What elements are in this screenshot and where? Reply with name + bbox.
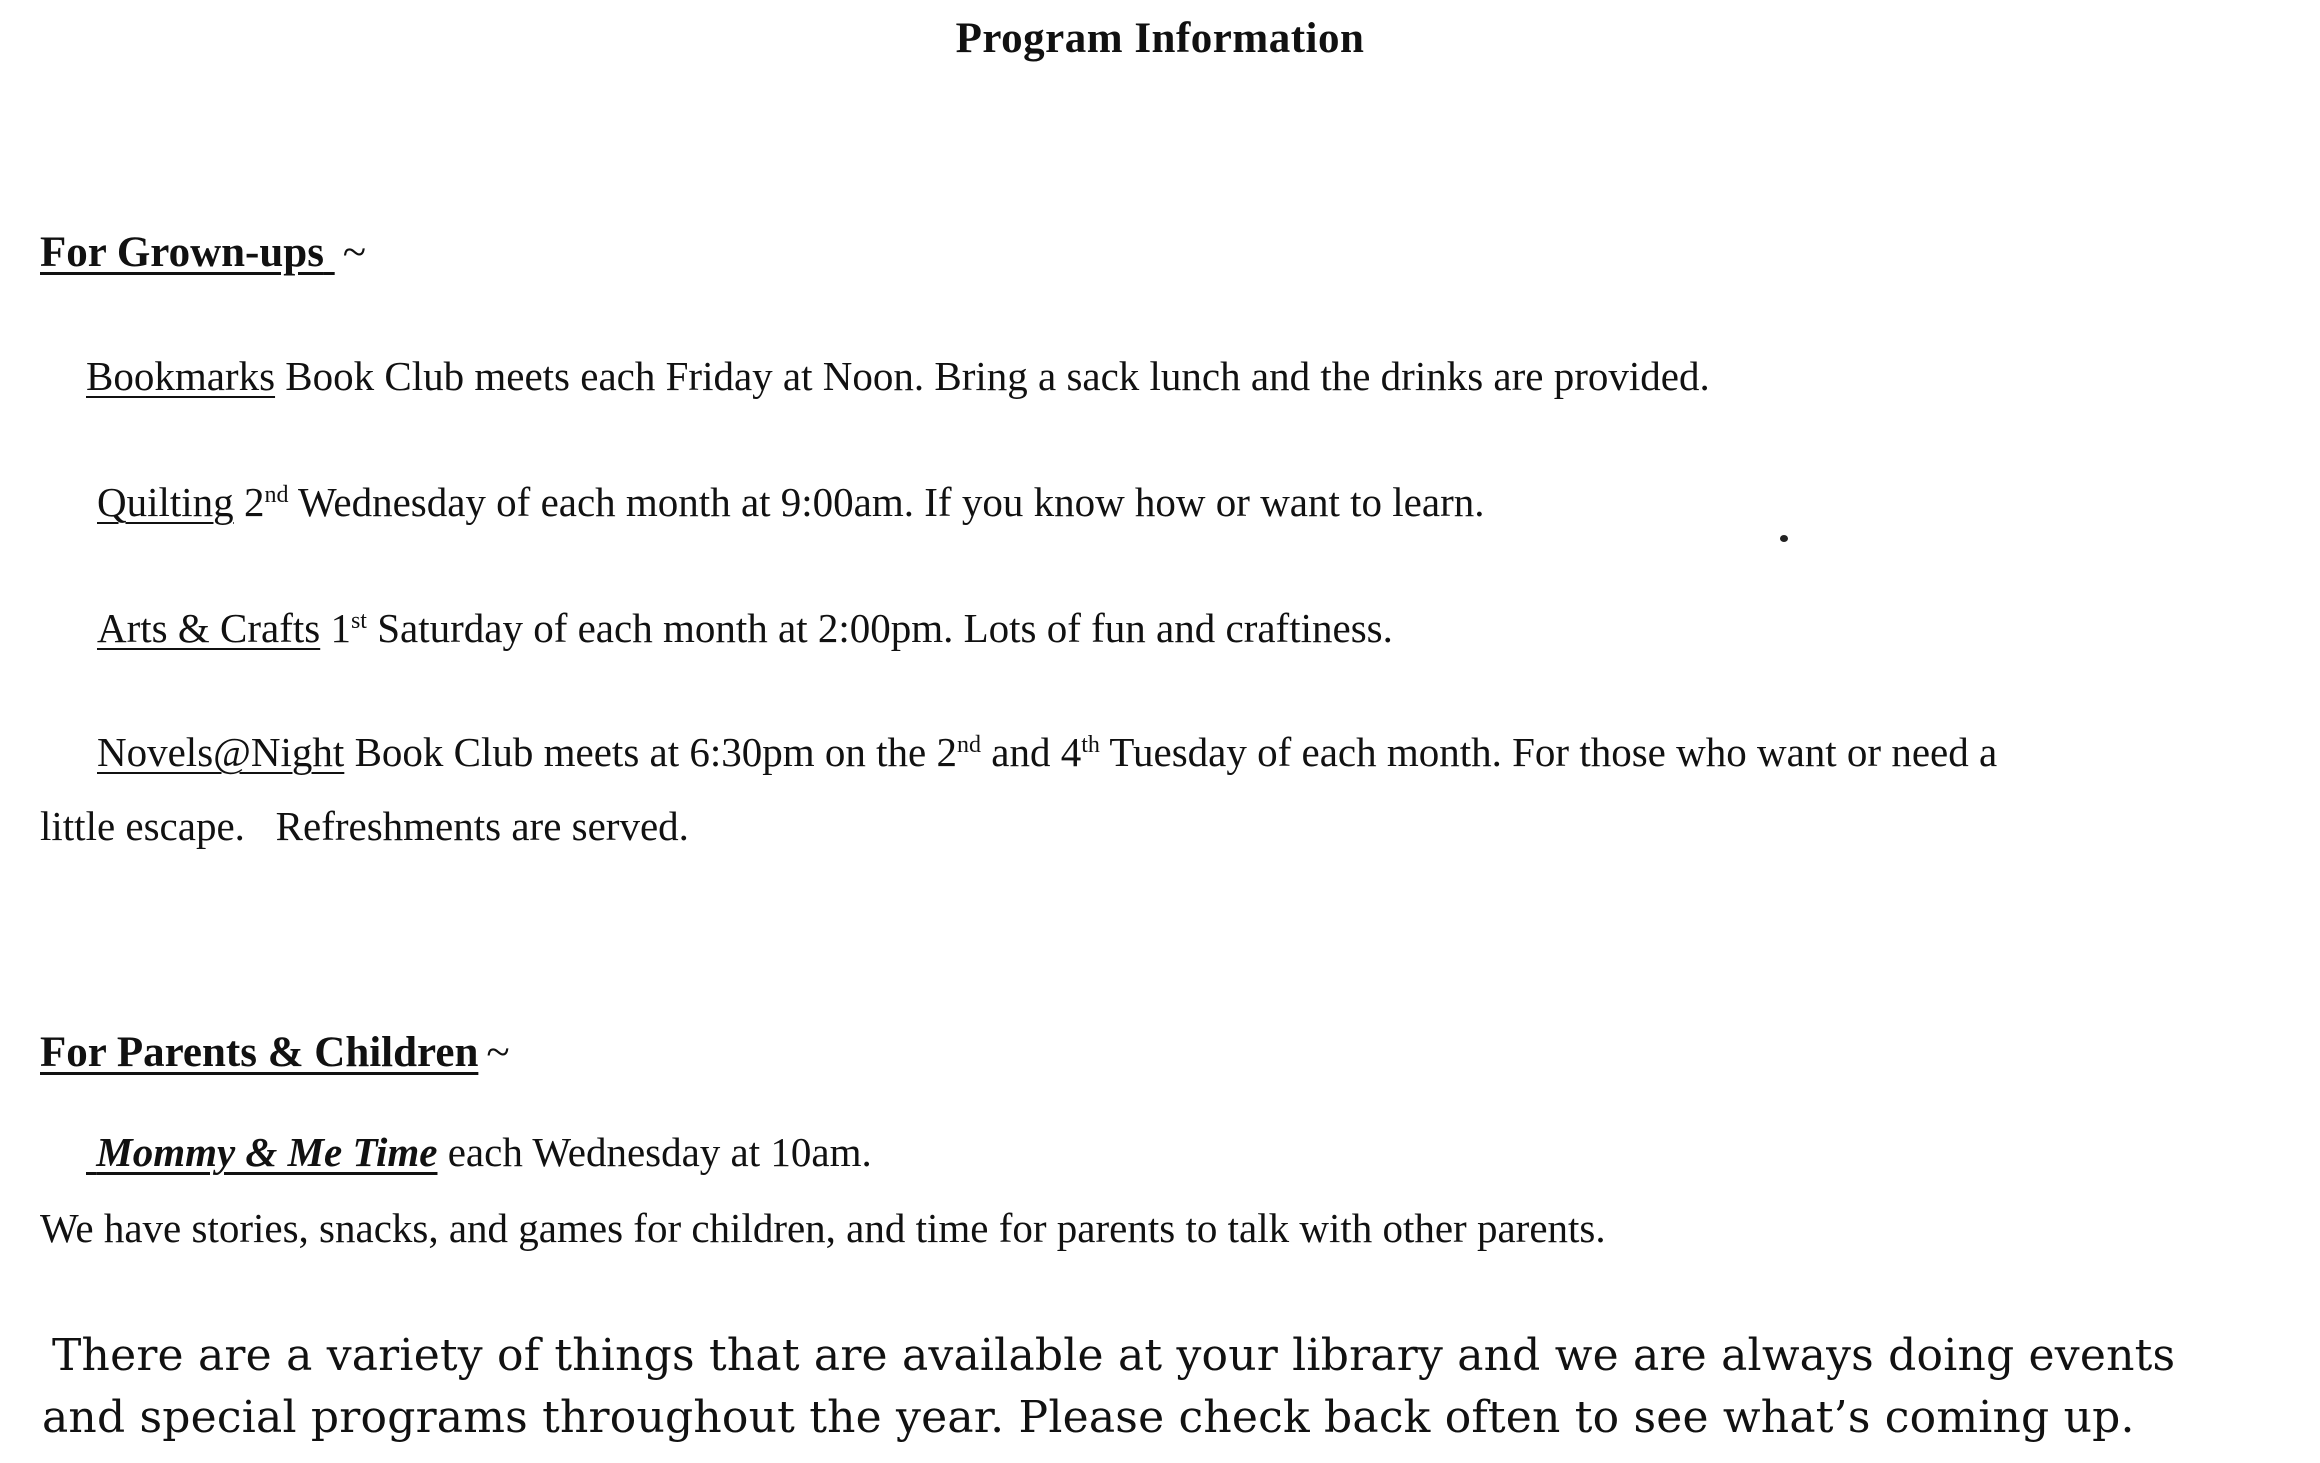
- program-mommy-me: [86, 1128, 872, 1176]
- novels-ordinal-2: 4th: [1060, 729, 1100, 775]
- closing-line-1: There are a variety of things that are available at your library and we are always doing events: [52, 1330, 2176, 1381]
- program-name-mommy-me: Mommy & Me Time: [96, 1129, 438, 1175]
- program-name-quilting: Quilting: [97, 479, 234, 525]
- parents-heading-text: For Parents & Children: [40, 1029, 479, 1076]
- grownups-heading-tilde: ~: [342, 229, 366, 276]
- program-desc-mommy-me: each Wednesday at 10am.: [447, 1129, 872, 1175]
- closing-line-2: and special programs throughout the year. Please check back often to see what’s coming up.: [42, 1392, 2135, 1443]
- ink-speck: [1780, 535, 1788, 542]
- program-name-arts-crafts: Arts & Crafts: [97, 605, 321, 651]
- program-desc-arts-crafts: Saturday of each month at 2:00pm. Lots of fun and craftiness.: [377, 605, 1393, 651]
- arts-ordinal: 1st: [330, 605, 367, 651]
- program-desc-novels-a: Book Club meets at 6:30pm on the: [354, 729, 927, 775]
- section-heading-parents: [40, 1028, 510, 1077]
- program-desc-novels-c: little escape. Refreshments are served.: [40, 803, 689, 849]
- program-desc-bookmarks: Book Club meets each Friday at Noon. Bring a sack lunch and the drinks are provided.: [285, 353, 1710, 399]
- program-quilting: [97, 478, 1484, 526]
- program-arts-crafts: [97, 604, 1393, 652]
- program-name-bookmarks: Bookmarks: [86, 353, 276, 399]
- grownups-heading-text: For Grown-ups: [40, 229, 324, 276]
- program-desc-novels-b: Tuesday of each month. For those who want or need a: [1109, 729, 1998, 775]
- parents-heading-tilde: ~: [486, 1029, 510, 1076]
- program-desc-quilting: Wednesday of each month at 9:00am. If you know how or want to learn.: [297, 479, 1485, 525]
- page-title: Program Information: [955, 15, 1365, 62]
- parents-description: We have stories, snacks, and games for children, and time for parents to talk with other parents.: [40, 1205, 1606, 1251]
- section-heading-grownups: [40, 228, 366, 277]
- program-name-novels-night: Novels@Night: [97, 729, 345, 775]
- novels-and: and: [991, 729, 1051, 775]
- program-bookmarks: [86, 352, 1710, 400]
- program-novels-night: [97, 728, 1997, 776]
- quilting-ordinal: 2nd: [243, 479, 289, 525]
- novels-ordinal-1: 2nd: [936, 729, 981, 775]
